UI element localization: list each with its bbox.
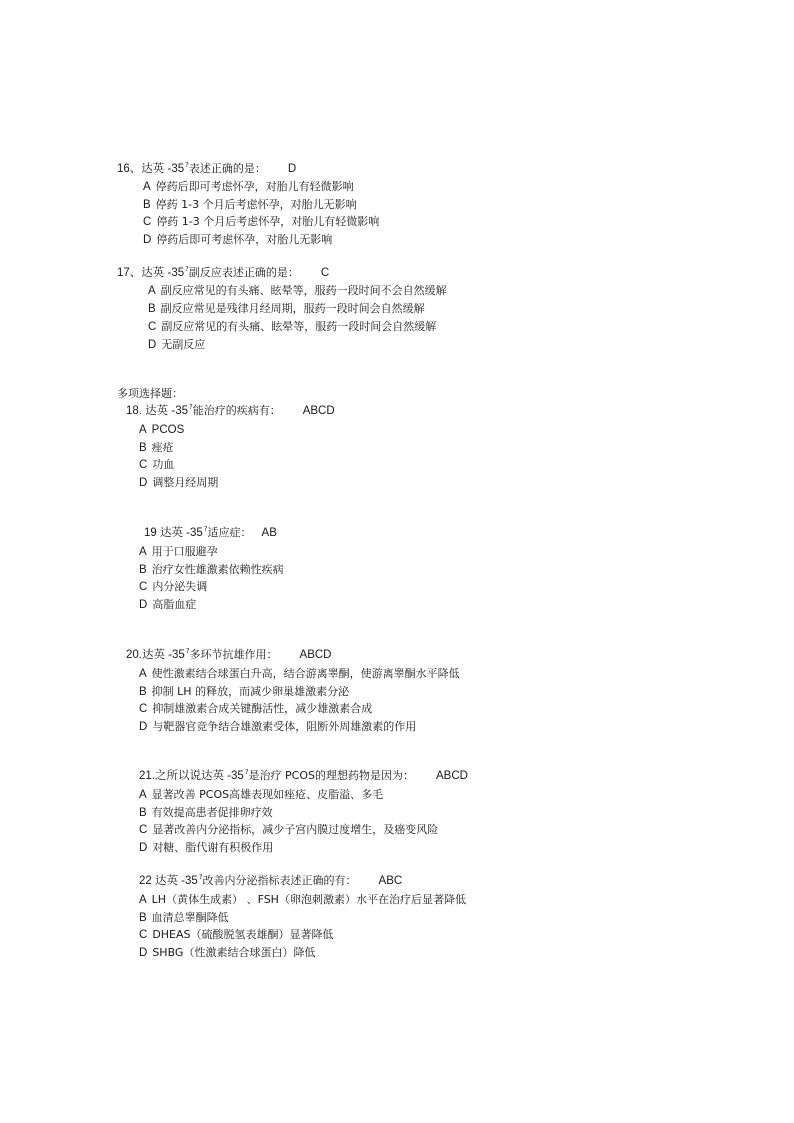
option-a (139, 788, 383, 802)
answer-key: ABCD (302, 405, 335, 417)
option-text: 停药后即可考虑怀孕，对胎儿有轻微影响 (155, 180, 354, 193)
question-stem-suffix: 是治疗 PCOS的理想药物是因为： (248, 769, 414, 782)
superscript-mark: ? (203, 525, 208, 533)
option-text: 停药 1-3 个月后考虑怀孕，对胎儿无影响 (155, 198, 357, 211)
option-d (139, 946, 315, 960)
option-letter: C (139, 459, 148, 471)
option-c (139, 823, 438, 837)
option-d (139, 598, 196, 612)
option-letter: A (139, 894, 147, 906)
option-letter: B (139, 912, 147, 924)
option-text: 副反应常见是残律月经周期，服药一段时间会自然缓解 (160, 302, 425, 315)
option-text: 停药后即可考虑怀孕，对胎儿无影响 (156, 233, 333, 246)
option-letter: B (139, 807, 147, 819)
multi-choice-heading: 多项选择题： (117, 387, 183, 400)
question-stem-prefix: 17、达英 -35 (117, 267, 185, 279)
option-text: 使性激素结合球蛋白升高，结合游离睾酮，使游离睾酮水平降低 (151, 667, 460, 680)
question-stem-suffix: 表述正确的是： (188, 162, 266, 175)
option-d (139, 841, 273, 855)
option-letter: D (139, 477, 148, 489)
option-a (139, 423, 184, 437)
question-21-stem (139, 769, 468, 783)
option-letter: B (139, 686, 147, 698)
option-d (148, 338, 205, 352)
question-stem-prefix: 21.之所以说达英 -35 (139, 770, 244, 782)
question-stem-prefix: 16、达英 -35 (117, 163, 185, 175)
answer-key: ABC (378, 875, 403, 887)
superscript-mark: ? (185, 265, 189, 273)
answer-key: C (320, 267, 330, 279)
option-text: 有效提高患者促排卵疗效 (151, 806, 273, 819)
option-b (139, 806, 273, 820)
superscript-mark: ? (185, 161, 189, 169)
option-a (143, 180, 354, 194)
option-letter: D (143, 234, 152, 246)
option-text: LH（黄体生成素） 、FSH（卵泡刺激素）水平在治疗后显著降低 (151, 893, 466, 906)
option-text: 内分泌失调 (152, 580, 208, 593)
option-text: 停药 1-3 个月后考虑怀孕，对胎儿有轻微影响 (156, 215, 380, 228)
question-22-stem (139, 874, 402, 888)
option-letter: D (139, 947, 148, 959)
answer-key: AB (261, 527, 277, 539)
option-a (148, 284, 447, 298)
option-b (139, 441, 174, 455)
question-18-stem (126, 404, 335, 418)
question-stem-prefix: 20.达英 -35 (126, 649, 185, 661)
superscript-mark: ? (244, 768, 249, 776)
answer-key: ABCD (299, 649, 332, 661)
option-letter: B (139, 442, 147, 454)
option-letter: D (139, 721, 148, 733)
question-20-stem (126, 648, 331, 662)
option-c (148, 320, 436, 334)
option-text: 痤疮 (151, 441, 174, 454)
option-text: 副反应常见的有头痛、眩晕等，服药一段时间不会自然缓解 (160, 284, 447, 297)
option-text: 高脂血症 (152, 598, 197, 611)
option-letter: C (148, 321, 157, 333)
option-text: 显著改善 PCOS高雄表现如痤疮、皮脂溢、多毛 (151, 788, 384, 801)
option-text: 无副反应 (161, 338, 206, 351)
option-b (139, 911, 229, 925)
option-letter: A (148, 285, 156, 297)
option-c (139, 580, 207, 594)
option-letter: A (139, 789, 147, 801)
option-d (139, 476, 218, 490)
superscript-mark: ? (185, 647, 190, 655)
option-letter: D (139, 842, 148, 854)
question-stem-prefix: 22 达英 -35 (139, 875, 198, 887)
option-d (139, 720, 416, 734)
question-stem-suffix: 能治疗的疾病有： (192, 404, 281, 417)
option-text: SHBG（性激素结合球蛋白）降低 (152, 946, 316, 959)
option-b (148, 302, 425, 316)
option-text: 与靶器官竞争结合雄激素受体，阻断外周雄激素的作用 (152, 720, 417, 733)
option-a (139, 667, 460, 681)
option-letter: A (139, 424, 147, 436)
option-d (143, 233, 332, 247)
question-stem-prefix: 19 达英 -35 (144, 527, 203, 539)
answer-key: D (287, 163, 297, 175)
option-letter: A (139, 546, 147, 558)
question-17-stem (117, 266, 329, 280)
option-text: 功血 (152, 458, 175, 471)
option-text: DHEAS（硫酸脱氢表雄酮）显著降低 (152, 928, 334, 941)
option-b (139, 563, 284, 577)
option-letter: B (139, 564, 147, 576)
superscript-mark: ? (189, 403, 193, 411)
option-text: 副反应常见的有头痛、眩晕等，服药一段时间会自然缓解 (161, 320, 437, 333)
option-letter: D (139, 599, 148, 611)
option-c (139, 458, 174, 472)
option-text: 治疗女性雄激素依赖性疾病 (151, 563, 284, 576)
option-letter: A (139, 668, 147, 680)
option-letter: D (148, 339, 157, 351)
option-text: 显著改善内分泌指标，减少子宫内膜过度增生，及癌变风险 (152, 823, 439, 836)
option-text: 调整月经周期 (152, 476, 219, 489)
option-c (139, 702, 372, 716)
option-b (143, 198, 357, 212)
question-stem-suffix: 副反应表述正确的是： (188, 266, 299, 279)
option-c (143, 215, 379, 229)
option-letter: A (143, 181, 151, 193)
option-a (139, 545, 218, 559)
option-letter: B (148, 303, 156, 315)
option-text: 对糖、脂代谢有积极作用 (152, 841, 274, 854)
option-letter: C (139, 581, 148, 593)
question-stem-suffix: 适应症： (207, 526, 252, 539)
option-a (139, 893, 466, 907)
option-text: 血清总睾酮降低 (151, 911, 229, 924)
superscript-mark: ? (198, 873, 203, 881)
option-text: 抑制 LH 的释放，而减少卵巢雄激素分泌 (151, 685, 350, 698)
answer-key: ABCD (435, 770, 468, 782)
question-stem-prefix: 18. 达英 -35 (126, 405, 188, 417)
question-19-stem (144, 526, 277, 540)
option-letter: C (143, 216, 152, 228)
option-letter: C (139, 929, 148, 941)
option-letter: B (143, 199, 151, 211)
option-b (139, 685, 349, 699)
option-text: 用于口服避孕 (151, 545, 218, 558)
question-stem-suffix: 改善内分泌指标表述正确的有： (202, 874, 357, 887)
option-letter: C (139, 824, 148, 836)
option-c (139, 928, 334, 942)
option-letter: C (139, 703, 148, 715)
question-16-stem (117, 162, 296, 176)
option-text: PCOS (151, 424, 185, 436)
option-text: 抑制雄激素合成关键酶活性，减少雄激素合成 (152, 702, 373, 715)
question-stem-suffix: 多环节抗雄作用： (189, 648, 278, 661)
